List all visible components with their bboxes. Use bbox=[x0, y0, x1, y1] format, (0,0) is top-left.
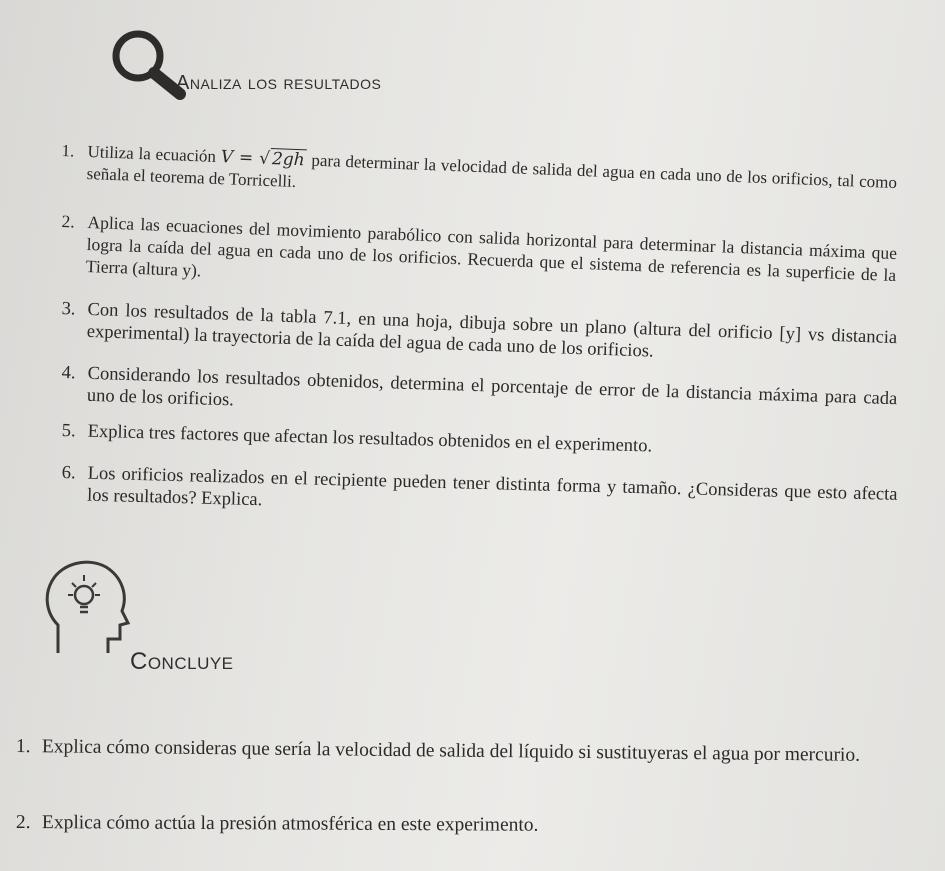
item-number: 2. bbox=[61, 210, 76, 232]
concluye-item-2 bbox=[16, 812, 916, 839]
item-number: 4. bbox=[61, 362, 76, 384]
concluye-item-1 bbox=[16, 735, 916, 768]
analiza-item-2 bbox=[59, 210, 897, 308]
analiza-item-4 bbox=[61, 362, 898, 432]
item-number: 2. bbox=[15, 812, 31, 834]
item-text: Los orificios realizados en el recipiente pueden tener distinta forma y tamaño. ¿Consideras que esto afecta los resultados? Explica. bbox=[86, 463, 898, 511]
analiza-item-3 bbox=[60, 298, 897, 371]
lightbulb-head-icon bbox=[40, 555, 132, 655]
item-text: Con los resultados de la tabla 7.1, en una hoja, dibuja sobre un plano (altura del orificio [y] vs distancia experimental) la trayectoria de la caída del agua de cada uno de los orificios. bbox=[86, 299, 898, 362]
item-text-pre: Utiliza la ecuación bbox=[87, 141, 217, 166]
torricelli-formula: V = √2gh bbox=[220, 147, 307, 170]
item-number: 3. bbox=[61, 298, 76, 320]
item-text: Explica cómo consideras que sería la velocidad de salida del líquido si sustituyeras el agua por mercurio. bbox=[41, 736, 861, 766]
item-text-post: para determinar la velocidad de salida del agua en cada uno de los orificios, tal como señala el teorema de Torricelli. bbox=[86, 150, 898, 193]
item-text: Explica cómo actúa la presión atmosférica en este experimento. bbox=[41, 812, 539, 836]
item-number: 1. bbox=[15, 735, 31, 758]
analiza-item-1 bbox=[60, 140, 897, 216]
analiza-title: Analiza los resultados bbox=[176, 72, 382, 94]
item-text: Explica tres factores que afectan los resultados obtenidos en el experimento. bbox=[87, 421, 653, 457]
item-text: Considerando los resultados obtenidos, determina el porcentaje de error de la distancia máxima para cada uno de los orificios. bbox=[86, 363, 898, 411]
item-number: 5. bbox=[61, 420, 76, 442]
concluye-title: Concluye bbox=[130, 648, 234, 675]
analiza-item-6 bbox=[61, 462, 898, 528]
item-number: 6. bbox=[61, 462, 76, 484]
item-number: 1. bbox=[61, 140, 75, 161]
item-text: Aplica las ecuaciones del movimiento parabólico con salida horizontal para determinar la distancia máxima que logra la caída del agua en cada uno de los orificios. Recuerda que el sistema de referencia es la superficie de la Tierra (altura y). bbox=[85, 211, 898, 286]
